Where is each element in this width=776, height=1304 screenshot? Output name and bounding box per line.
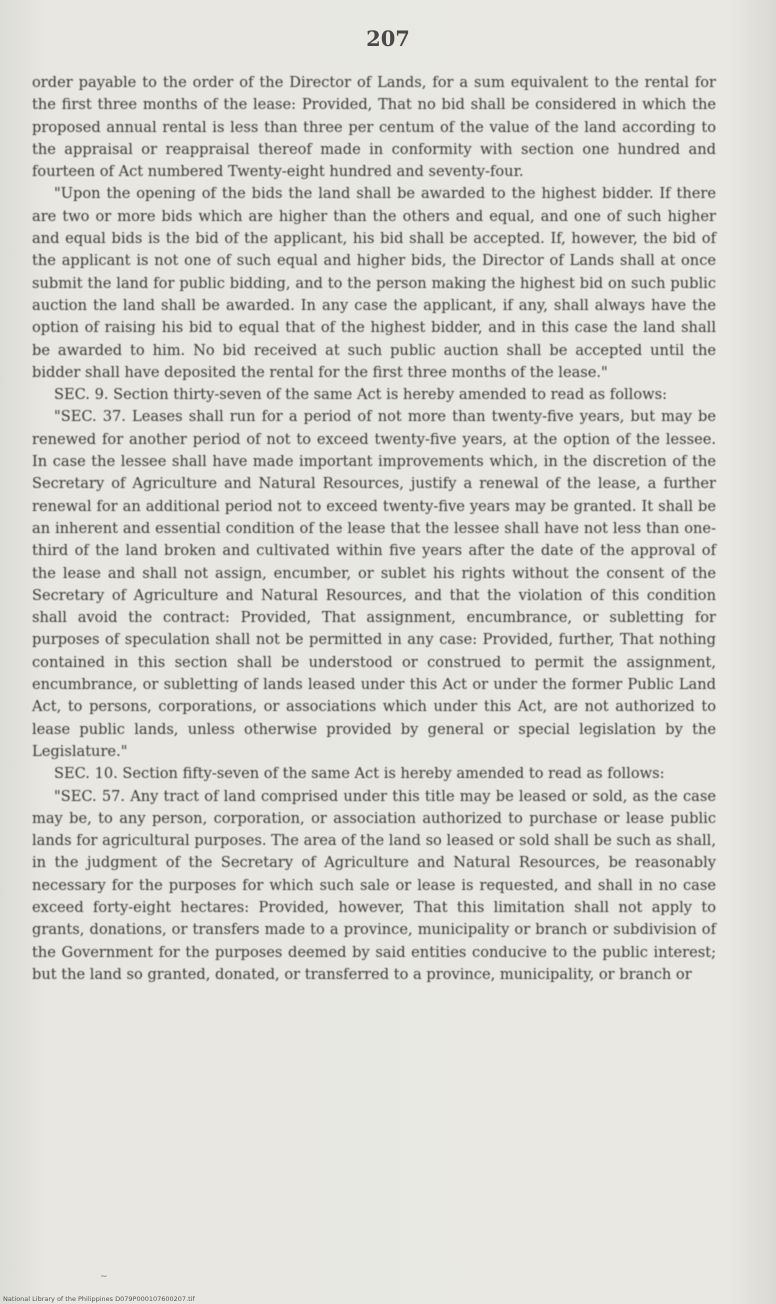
footer-library: National Library of the Philippines: [3, 1295, 114, 1303]
scan-footer: [3, 1295, 195, 1303]
paragraph: "SEC. 57. Any tract of land comprised under this title may be leased or sold, as the case may be, to any person, corporation, or association authorized to purchase or lease public lands for agricultural purposes. The area of the land so leased or sold shall be such as shall, in the judgment of the Secretary of Agriculture and Natural Resources, be reasonably necessary for the purposes for which such sale or lease is requested, and shall in no case exceed forty-eight hectares: Provided, however, That this limitation shall not apply to grants, donations, or transfers made to a province, municipality or branch or subdivision of the Government for the purposes deemed by said entities conducive to the public interest; but the land so granted, donated, or transferred to a province, municipality, or branch or: [32, 787, 716, 983]
section-heading-paragraph: SEC. 9. Section thirty-seven of the same Act is hereby amended to read as follows:: [54, 386, 668, 404]
footer-code: D079P000107600207.tif: [115, 1295, 195, 1303]
body-text: [32, 72, 716, 986]
section-heading-paragraph: SEC. 10. Section fifty-seven of the same Act is hereby amended to read as follows:: [54, 765, 665, 783]
scan-mark: ~: [100, 1272, 108, 1282]
paragraph: "SEC. 37. Leases shall run for a period of not more than twenty-five years, but may be renewed for another period of not to exceed twenty-five years, at the option of the lessee. In case the lessee shall have made important improvements which, in the discretion of the Secretary of Agriculture and Natural Resources, justify a renewal of the lease, a further renewal for an additional period not to exceed twenty-five years may be granted. It shall be an inherent and essential condition of the lease that the lessee shall have not less than one-third of the land broken and cultivated within five years after the date of the approval of the lease and shall not assign, encumber, or sublet his rights without the consent of the Secretary of Agriculture and Natural Resources, and that the violation of this condition shall avoid the contract: Provided, That assignment, encumbrance, or subletting for purposes of speculation shall not be permitted in any case: Provided, further, That nothing contained in this section shall be understood or construed to permit the assignment, encumbrance, or subletting of lands leased under this Act or under the former Public Land Act, to persons, corporations, or associations which under this Act, are not authorized to lease public lands, unless otherwise provided by general or special legislation by the Legislature.": [32, 408, 716, 760]
paragraph: order payable to the order of the Director of Lands, for a sum equivalent to the rental for the first three months of the lease: Provided, That no bid shall be considered in which the proposed annual rental is less than three per centum of the value of the land according to the appraisal or reappraisal thereof made in conformity with section one hundred and fourteen of Act numbered Twenty-eight hundred and seventy-four.: [32, 74, 716, 181]
paragraph: "Upon the opening of the bids the land shall be awarded to the highest bidder. If there are two or more bids which are higher than the others and equal, and one of such higher and equal bids is the bid of the applicant, his bid shall be accepted. If, however, the bid of the applicant is not one of such equal and higher bids, the Director of Lands shall at once submit the land for public bidding, and to the person making the highest bid on such public auction the land shall be awarded. In any case the applicant, if any, shall always have the option of raising his bid to equal that of the highest bidder, and in this case the land shall be awarded to him. No bid received at such public auction shall be accepted until the bidder shall have deposited the rental for the first three months of the lease.": [32, 185, 716, 381]
page-number: 207: [366, 26, 410, 51]
